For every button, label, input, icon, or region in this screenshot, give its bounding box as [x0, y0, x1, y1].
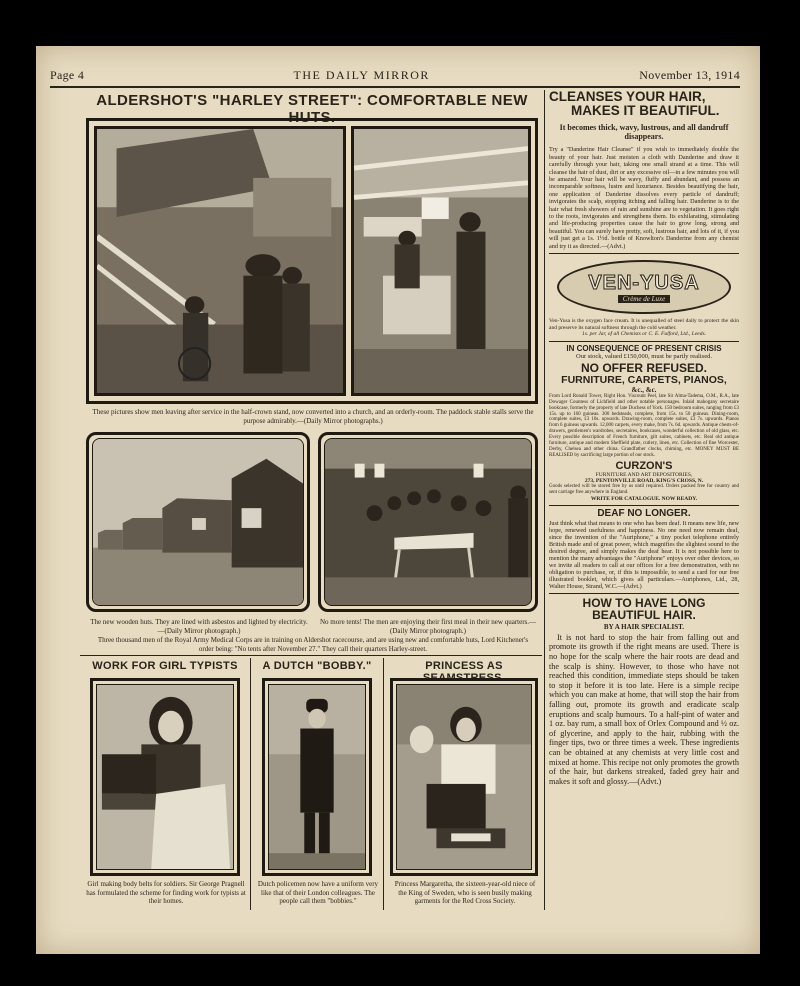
paper-title: THE DAILY MIRROR	[293, 67, 430, 82]
typists-heading: WORK FOR GIRL TYPISTS	[92, 660, 238, 672]
venyusa-body: Ven-Yusa is the oxygen face cream. It is unequalled of steel daily to protect the skin and preserve its natural softness through the cold weather.	[549, 318, 739, 331]
advert-column	[549, 90, 739, 786]
curzon-terms: Goods selected will be stored free by us until required. Orders packed free for country and sent carriage free anywhere in England.	[549, 484, 739, 496]
curzon-name: CURZON'S	[615, 459, 673, 472]
bobby-photo	[268, 684, 366, 870]
deaf-body: Just think what that means to one who has been deaf. It means new life, new hope, renewed usefulness and happiness. No one need now remain deaf, since the invention of the "Auriphone," a tiny pocket telephone entirely British made and of great power, which magnifies the slightest sound to the desired degree, and simply makes the deaf hear. It is not possible here to mention the many advantages the "Auriphone" enjoys over other devices, so we invite all readers to call at our offices for a free demonstration, with no obligation to purchase, or, if this is impossible, to send a card for our free illustrated booklet, which gives all particulars.—Auriphones, Ltd., 28, Walter House, Strand, W.C.—(Advt.)	[549, 519, 739, 590]
ad-divider-4	[549, 593, 739, 594]
typist-photo	[96, 684, 234, 870]
curzon-crisis: IN CONSEQUENCE OF PRESENT CRISIS	[566, 343, 722, 353]
huts-caption: The new wooden huts. They are lined with asbestos and lighted by electricity.—(Daily Mirror photograph.)	[90, 618, 308, 635]
hair-title-1: HOW TO HAVE LONG	[582, 595, 706, 610]
huts-photo	[92, 438, 304, 606]
curzon-stock: Our stock, valued £150,000, must be partly realised.	[576, 353, 712, 361]
hair-body: It is not hard to stop the hair from falling out and promote its growth if the right means are used. There is no hope for the scalp where the hair roots are dead and the scalp is shiny. However, to those who have not reached this condition, immediate steps should be taken to stop it before it is too late. Here is a simple recipe which you can make at home, that will stop the hair from falling out, promote its growth and eradicate scalp eruptions and scalp humours. To a half-pint of water and 1 oz. bay rum, a small box of Orlex Compound and ½ oz. of glycerine, and apply to the hair, rubbing with the finger tips, two or three times a week. These ingredients can be obtained at any chemists at very little cost and mixed at home. This recipe not only promotes the growth of the hair, but darkens streaked, faded grey hair and makes it soft and glossy.—(Advt.)	[549, 632, 739, 786]
meal-caption: No more tents! The men are enjoying their first meal in their new quarters.—(Daily Mirror photograph.)	[319, 618, 537, 635]
story-divider-1	[250, 658, 251, 910]
main-headline: ALDERSHOT'S "HARLEY STREET": COMFORTABLE NEW HUTS.	[96, 92, 528, 126]
masthead-rule	[50, 86, 740, 88]
bobby-heading: A DUTCH "BOBBY."	[262, 660, 372, 672]
page-number: Page 4	[50, 67, 85, 82]
curzon-depots: FURNITURE AND ART DEPOSITORIES,	[595, 472, 693, 479]
hair-title-2: BEAUTIFUL HAIR.	[592, 608, 696, 623]
cleanse-title-1: CLEANSES YOUR HAIR,	[549, 89, 706, 104]
story-divider-2	[383, 658, 384, 910]
venyusa-tagline: Crème de Luxe	[618, 295, 670, 303]
meal-photo	[324, 438, 532, 606]
cleanse-title-2: MAKES IT BEAUTIFUL.	[571, 103, 720, 119]
ad-divider-1	[549, 253, 739, 254]
masthead	[50, 66, 740, 84]
curzon-goods: FURNITURE, CARPETS, PIANOS,	[561, 373, 727, 386]
hair-byline: BY A HAIR SPECIALIST.	[603, 622, 685, 631]
venyusa-brand: VEN-YUSA	[588, 271, 700, 294]
curzon-refused: NO OFFER REFUSED.	[580, 361, 707, 376]
curzon-body: From Lord Ronald Tower, Right Hon. Viscount Peel, late Sir Alma-Tadema, O.M., R.A., late Dowager Countess of Lichfield and other notable personages. Inlaid mahogany secretaire bookcase, formerly the property of late Duchess of York. 150 bedroom suites, ranging from £3 15s. up to 160 guineas. 300 bedsteads, complete, from 15s. to 50 guineas. Dining-room, complete suites, £3 10s. upwards. Drawing-room, complete suites, £3 7s. upwards. Pianos from 6 guineas upwards. 12,000 carpets, every make, from 7s. 6d. upwards. Antique chests-of-drawers, gentlemen's wardrobes, secretaires, bookcases, wonderful collection of old glass, etc. Every possible description of French furniture, gilt suites, cabinets, etc. Real old antique furniture, antique and modern Sheffield plate, cutlery, linen, etc. Collection of fine Worcester, Derby, Chelsea and other china. Grandfather clocks, chiming, etc. MONEY MUST BE REALISED by sacrificing large portion of our stock.	[549, 393, 739, 458]
cleanse-body: Try a "Danderine Hair Cleanse" if you wish to immediately double the beauty of your hair. Just moisten a cloth with Danderine and draw it carefully through your hair, taking one small strand at a time. This will cleanse the hair of dust, dirt or any excessive oil—in a few minutes you will be amazed. Your hair will be wavy, fluffy and abundant, and possess an incomparable softness, lustre and luxuriance. Besides beautifying the hair, one application of Danderine dissolves every particle of dandruff; invigorates the scalp, stopping itching and falling hair. Danderine is to the hair what fresh showers of rain and sunshine are to vegetation. It goes right to the roots, invigorates and strengthens them. Its exhilarating, stimulating and life-producing properties cause the hair to grow long, strong and beautiful. You can surely have pretty, soft, lustrous hair, and lots of it, if you will just get a 1s. 1½d. bottle of Knowlton's Danderine from any chemist and try it as directed.—(Advt.)	[549, 146, 739, 250]
princess-caption: Princess Margaretha, the sixteen-year-old niece of the King of Sweden, who is seen busily making garments for the Red Cross Society.	[394, 880, 536, 905]
ad-divider-2	[549, 341, 739, 342]
curzon-catalogue: WRITE FOR CATALOGUE. NOW READY.	[590, 496, 698, 503]
orderly-room-photo	[351, 126, 531, 396]
column-divider	[544, 90, 545, 910]
bobby-caption: Dutch policemen now have a uniform very like that of their London colleagues. The people call them "bobbies."	[257, 880, 379, 905]
curzon-address: 273, PENTONVILLE ROAD, KING'S CROSS, N.	[584, 478, 704, 485]
church-photo	[94, 126, 346, 396]
issue-date: November 13, 1914	[639, 67, 740, 82]
typists-caption: Girl making body belts for soldiers. Sir George Pragnell has formulated the scheme for finding work for typists at their homes.	[86, 880, 246, 905]
cleanse-subtitle: It becomes thick, wavy, lustrous, and all dandruff disappears.	[559, 123, 729, 142]
curzon-etc: &c., &c.	[631, 385, 657, 394]
ramc-caption: Three thousand men of the Royal Army Medical Corps are in training on Aldershot racecourse, and are using new and comfortable huts, Lord Kitchener's order being: "No tents after November 27." They call their quarters Harley-street.	[97, 636, 529, 653]
section-rule	[80, 655, 542, 656]
venyusa-price: 1s. per Jar, of all Chemists or C. E. Fulford, Ltd., Leeds.	[581, 331, 706, 338]
top-photos-caption: These pictures show men leaving after service in the half-crown stand, now converted into a church, and an orderly-room. The paddock stable stalls serve the purpose admirably.—(Daily Mirror photographs.)	[92, 408, 534, 425]
ad-divider-3	[549, 505, 739, 506]
venyusa-logo	[557, 260, 731, 314]
princess-photo	[396, 684, 532, 870]
deaf-title: DEAF NO LONGER.	[597, 508, 691, 520]
princess-heading: PRINCESS AS SEAMSTRESS.	[422, 660, 506, 684]
